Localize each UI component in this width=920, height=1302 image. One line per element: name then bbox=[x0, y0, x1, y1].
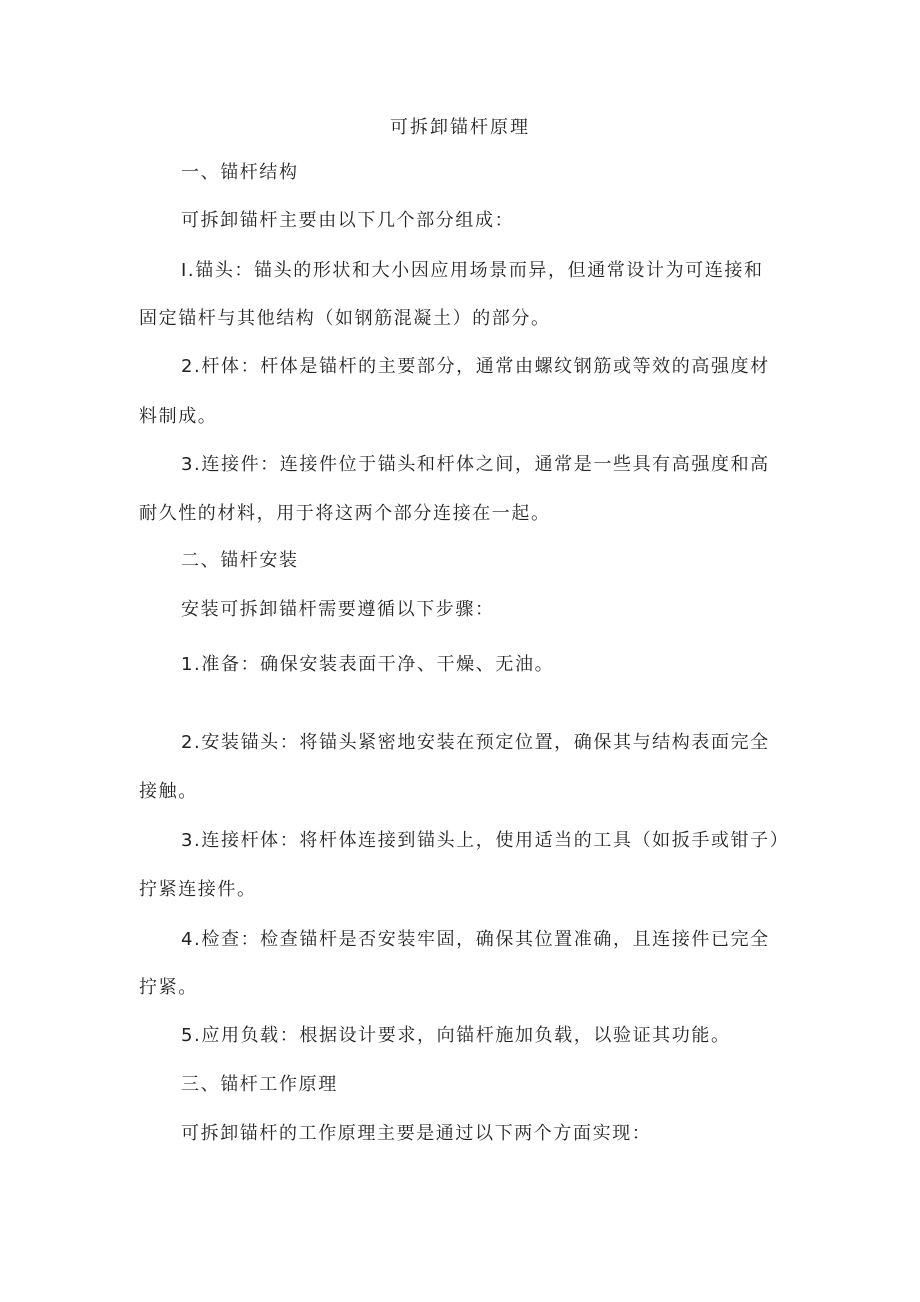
structure-item-3-line1: 3.连接件：连接件位于锚头和杆体之间，通常是一些具有高强度和高 bbox=[181, 454, 770, 475]
structure-item-3-line2: 耐久性的材料，用于将这两个部分连接在一起。 bbox=[139, 503, 551, 524]
install-step-1: 1.准备：确保安装表面干净、干燥、无油。 bbox=[181, 654, 555, 675]
install-step-4-line1: 4.检查：检查锚杆是否安装牢固，确保其位置准确，且连接件已完全 bbox=[181, 929, 770, 950]
structure-item-2-line1: 2.杆体：杆体是锚杆的主要部分，通常由螺纹钢筋或等效的高强度材 bbox=[181, 356, 770, 377]
install-step-3-line1: 3.连接杆体：将杆体连接到锚头上，使用适当的工具（如扳手或钳子） bbox=[181, 830, 790, 851]
section-intro-principle: 可拆卸锚杆的工作原理主要是通过以下两个方面实现： bbox=[181, 1123, 652, 1144]
structure-item-1-line1: I.锚头：锚头的形状和大小因应用场景而异，但通常设计为可连接和 bbox=[181, 260, 764, 281]
section-heading-installation: 二、锚杆安装 bbox=[181, 550, 299, 571]
install-step-2-line1: 2.安装锚头：将锚头紧密地安装在预定位置，确保其与结构表面完全 bbox=[181, 732, 770, 753]
install-step-3-line2: 拧紧连接件。 bbox=[139, 879, 257, 900]
section-heading-structure: 一、锚杆结构 bbox=[181, 162, 299, 183]
install-step-5: 5.应用负载：根据设计要求，向锚杆施加负载，以验证其功能。 bbox=[181, 1025, 731, 1046]
install-step-4-line2: 拧紧。 bbox=[139, 977, 198, 998]
structure-item-1-line2: 固定锚杆与其他结构（如钢筋混凝土）的部分。 bbox=[139, 308, 551, 329]
section-intro-installation: 安装可拆卸锚杆需要遵循以下步骤： bbox=[181, 599, 495, 620]
install-step-2-line2: 接触。 bbox=[139, 781, 198, 802]
section-intro-structure: 可拆卸锚杆主要由以下几个部分组成： bbox=[181, 210, 515, 231]
section-heading-principle: 三、锚杆工作原理 bbox=[181, 1074, 338, 1095]
structure-item-2-line2: 料制成。 bbox=[139, 406, 218, 427]
document-title: 可拆卸锚杆原理 bbox=[390, 117, 530, 138]
